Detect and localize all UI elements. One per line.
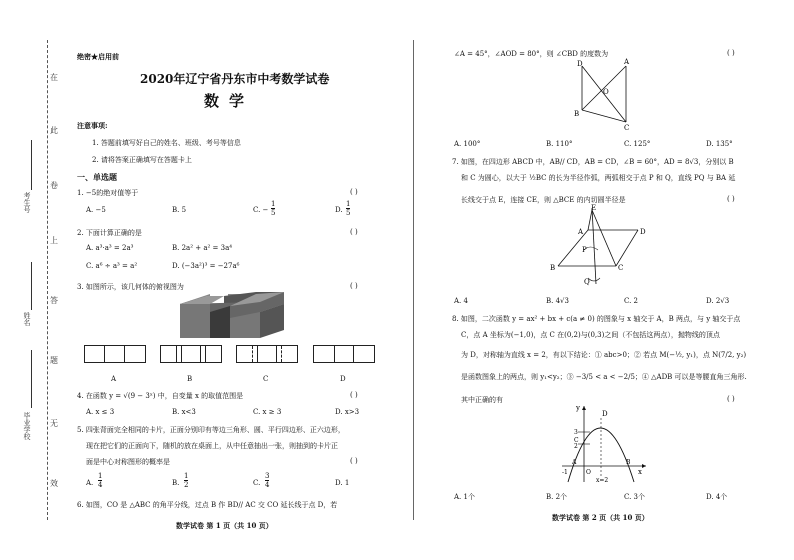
margin-char: 卷 <box>50 181 58 190</box>
fig8-label-minus1: -1 <box>562 469 568 476</box>
q5-fraction-c: 3 4 <box>265 472 270 489</box>
q8-option-b: B. 2个 <box>546 493 568 501</box>
view-label-b: B <box>187 375 193 383</box>
answer-paren: ( ) <box>727 49 735 57</box>
question-5-line2: 现在把它们的正面向下，随机的放在桌面上，从中任意抽出一张，则抽到的卡片正 <box>86 442 338 450</box>
exam-number-line <box>31 140 32 190</box>
q8-option-c: C. 3个 <box>624 493 646 501</box>
margin-char: 此 <box>50 126 58 135</box>
answer-paren: ( ) <box>350 457 358 465</box>
figure-q6 <box>570 58 640 132</box>
question-8-line2: C，点 A 坐标为(−1,0)，点 C 在(0,2)与(0,3)之间（不包括这两点），抛物线的顶点 <box>461 331 720 339</box>
q1-fraction-c: 1 5 <box>271 200 276 217</box>
view-option-a <box>84 345 146 363</box>
answer-paren: ( ) <box>727 395 735 403</box>
notice-heading: 注意事项: <box>77 121 108 130</box>
binding-dashed-line <box>47 40 48 520</box>
q7-option-d: D. 2√3 <box>706 297 730 305</box>
fig8-label-y: y <box>576 404 580 412</box>
view-label-d: D <box>340 375 346 383</box>
q5-option-c: C. <box>253 479 261 487</box>
secret-mark: 绝密★启用前 <box>77 52 119 61</box>
q7-option-c: C. 2 <box>624 297 639 305</box>
view-label-a: A <box>111 375 117 383</box>
margin-char: 在 <box>50 73 58 82</box>
question-2: 2. 下面计算正确的是 <box>77 229 142 237</box>
page-footer-2: 数学试卷 第 2 页（共 10 页） <box>552 513 649 522</box>
q4-option-a: A. x ≤ 3 <box>86 408 115 416</box>
name-line <box>31 262 32 310</box>
school-line <box>31 350 32 408</box>
q7-option-b: B. 4√3 <box>546 297 569 305</box>
question-8-line3: 为 D，对称轴为直线 x = 2，有以下结论：① abc>0；② 若点 M(−½, y₁)，点 N(7/2, y₂) <box>461 351 747 359</box>
question-7-line1: 7. 如图，在四边形 ABCD 中，AB// CD，AB = CD，∠B = 60°，AD = 8√3，分别以 B <box>452 158 734 166</box>
solid-figure <box>176 290 296 342</box>
q1-option-c: C. − <box>253 206 269 214</box>
fig8-label-d: D <box>602 410 608 418</box>
figure-q7 <box>548 204 666 288</box>
view-label-c: C <box>263 375 269 383</box>
q5-fraction-a: 1 4 <box>98 472 103 489</box>
q4-option-b: B. x<3 <box>172 408 196 416</box>
question-6-continued: ∠A = 45°，∠AOD = 80°，则 ∠CBD 的度数为 <box>454 50 609 58</box>
q5-option-d: D. 1 <box>335 479 350 487</box>
fig8-label-2: 2 <box>574 443 578 450</box>
q1-option-d: D. <box>335 206 343 214</box>
question-1: 1. −5的绝对值等于 <box>77 189 139 197</box>
fig6-label-c: C <box>624 124 630 132</box>
fig7-label-c: C <box>618 264 624 272</box>
fig8-label-3: 3 <box>574 429 578 436</box>
q4-option-d: D. x>3 <box>335 408 360 416</box>
question-4: 4. 在函数 y = √(9 − 3ˣ) 中，自变量 x 的取值范围是 <box>77 392 244 400</box>
section-heading: 一、单选题 <box>77 172 117 182</box>
q2-option-d: D. (−3a²)³ = −27a⁶ <box>172 262 240 270</box>
fig8-label-x: x <box>638 468 642 476</box>
margin-char: 无 <box>50 419 58 428</box>
page-footer-1: 数学试卷 第 1 页（共 10 页） <box>176 521 273 530</box>
fig7-label-p: P <box>582 246 587 254</box>
question-8-line5: 其中正确的有 <box>461 396 503 404</box>
q6-option-a: A. 100° <box>454 140 481 148</box>
q6-option-c: C. 125° <box>624 140 651 148</box>
margin-char: 效 <box>50 479 58 488</box>
q2-option-b: B. 2a² + a² = 3a⁴ <box>172 244 233 252</box>
q6-option-b: B. 110° <box>546 140 573 148</box>
page-divider <box>413 40 414 520</box>
q5-option-b: B. <box>172 479 180 487</box>
question-3: 3. 如图所示，该几何体的俯视图为 <box>77 283 184 291</box>
view-option-c <box>236 345 298 363</box>
label-exam-number: 考生号 <box>23 192 31 213</box>
margin-char: 上 <box>50 236 58 245</box>
exam-title: 2020年辽宁省丹东市中考数学试卷 <box>140 72 330 86</box>
fig7-label-b: B <box>550 264 556 272</box>
answer-paren: ( ) <box>350 228 358 236</box>
figure-q8-parabola <box>560 402 650 484</box>
margin-char: 题 <box>50 356 58 365</box>
answer-paren: ( ) <box>350 391 358 399</box>
answer-paren: ( ) <box>350 188 358 196</box>
subject-title: 数学 <box>204 92 255 110</box>
notice-1: 1. 答题前填写好自己的姓名、班级、考号等信息 <box>92 139 241 147</box>
fig7-label-q: Q <box>584 278 590 286</box>
label-school: 毕业学校 <box>23 412 31 440</box>
fig8-label-x2: x=2 <box>596 477 609 484</box>
answer-paren: ( ) <box>350 282 358 290</box>
q5-fraction-b: 1 2 <box>184 472 189 489</box>
answer-paren: ( ) <box>727 195 735 203</box>
q2-option-c: C. a⁶ ÷ a³ = a² <box>86 262 138 270</box>
q2-option-a: A. a³·a³ = 2a³ <box>86 244 134 252</box>
fig8-label-c: C <box>574 437 579 444</box>
fig6-label-b: B <box>574 110 580 118</box>
fig8-label-b: B <box>626 459 631 466</box>
q8-option-a: A. 1个 <box>454 493 475 501</box>
label-name: 姓名 <box>23 312 31 326</box>
notice-2: 2. 请将答案正确填写在答题卡上 <box>92 156 192 164</box>
margin-char: 答 <box>50 296 58 305</box>
fig8-label-o: O <box>586 469 591 476</box>
fig6-label-d: D <box>577 60 583 68</box>
question-5-line3: 面是中心对称图形的概率是 <box>86 458 170 466</box>
q8-option-d: D. 4个 <box>706 493 728 501</box>
q6-option-d: D. 135° <box>706 140 733 148</box>
question-6: 6. 如图，CO 是 △ABC 的角平分线，过点 B 作 BD// AC 交 CO 延长线于点 D，若 <box>77 501 338 509</box>
question-8-line1: 8. 如图，二次函数 y = ax² + bx + c(a ≠ 0) 的图象与 x 轴交于 A，B 两点，与 y 轴交于点 <box>452 315 741 323</box>
question-7-line3: 长线交于点 E，连接 CE，则 △BCE 的内切圆半径是 <box>461 196 626 204</box>
q1-option-a: A. −5 <box>86 206 106 214</box>
fig7-label-a: A <box>578 228 584 236</box>
question-5-line1: 5. 四张背面完全相同的卡片，正面分别印有等边三角形、圆、平行四边形、正六边形， <box>77 426 345 434</box>
q1-fraction-d: 1 5 <box>346 200 351 217</box>
fig7-label-d: D <box>640 228 646 236</box>
q4-option-c: C. x ≥ 3 <box>253 408 282 416</box>
q5-option-a: A. <box>86 479 94 487</box>
question-7-line2: 和 C 为圆心，以大于 ½BC 的长为半径作弧，两弧相交于点 P 和 Q，直线 PQ 与 BA 延 <box>461 174 736 182</box>
view-option-b <box>160 345 222 363</box>
q1-option-b: B. 5 <box>172 206 187 214</box>
fig7-label-e: E <box>591 204 597 212</box>
fig6-label-a: A <box>624 58 630 66</box>
view-option-d <box>313 345 375 363</box>
fig8-label-a: A <box>572 459 577 466</box>
q7-option-a: A. 4 <box>454 297 468 305</box>
fig6-label-o: O <box>603 88 609 96</box>
question-8-line4: 是函数图象上的两点，则 y₁<y₂；③ −3/5 < a < −2/5；④ △ADB 可以是等腰直角三角形. <box>461 373 747 381</box>
